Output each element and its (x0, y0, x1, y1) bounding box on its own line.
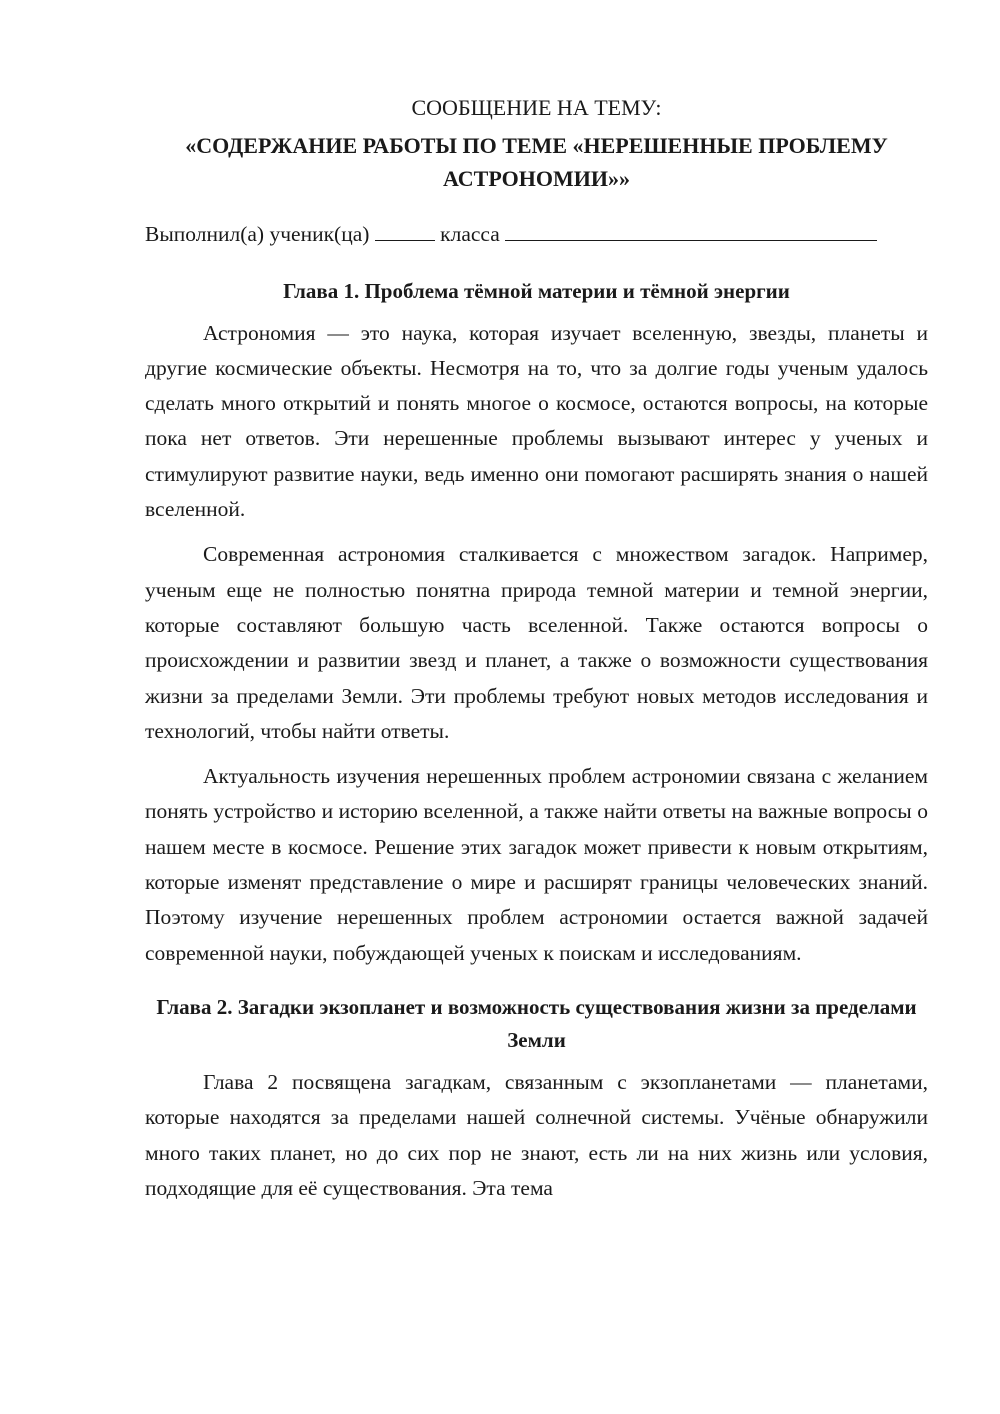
chapter-2-title: Глава 2. Загадки экзопланет и возможность существования жизни за пределами Земли (156, 994, 917, 1052)
chapter-1-title: Глава 1. Проблема тёмной материи и тёмной энергии (283, 278, 790, 303)
chapter-1-paragraph: Актуальность изучения нерешенных проблем астрономии связана с желанием понять устройство и историю вселенной, а также найти ответы на важные вопросы о нашем месте в космосе. Решение этих загадок может привести к новым открытиям, которые изменят представление о мире и расширят границы человеческих знаний. Поэтому изучение нерешенных проблем астрономии остается важной задачей современной науки, побуждающей ученых к поискам и исследованиям. (145, 764, 928, 965)
class-word: класса (440, 222, 500, 247)
student-name-blank (505, 218, 877, 241)
document-page (145, 90, 928, 1206)
header-line: СООБЩЕНИЕ НА ТЕМУ: (411, 95, 662, 120)
class-number-blank (375, 218, 435, 241)
chapter-1-paragraph: Астрономия — это наука, которая изучает вселенную, звезды, планеты и другие космические объекты. Несмотря на то, что за долгие годы ученым удалось сделать много открытий и понять многое о космосе, остаются вопросы, на которые пока нет ответов. Эти нерешенные проблемы вызывают интерес у ученых и стимулируют развитие науки, ведь именно они помогают расширять знания о нашей вселенной. (145, 320, 928, 522)
document-title: «СОДЕРЖАНИЕ РАБОТЫ ПО ТЕМЕ «НЕРЕШЕННЫЕ ПРОБЛЕМУ АСТРОНОМИИ»» (185, 133, 888, 192)
performer-line (145, 217, 928, 252)
chapter-2-paragraph: Глава 2 посвящена загадкам, связанным с экзопланетами — планетами, которые находятся за пределами нашей солнечной системы. Учёные обнаружили много таких планет, но до сих пор не знают, есть ли на них жизнь или условия, подходящие для её существования. Эта тема (145, 1069, 928, 1200)
performer-prefix: Выполнил(а) ученик(ца) (145, 222, 370, 247)
chapter-1-paragraph: Современная астрономия сталкивается с множеством загадок. Например, ученым еще не полностью понятна природа темной материи и темной энергии, которые составляют большую часть вселенной. Также остаются вопросы о происхождении и развитии звезд и планет, а также о возможности существования жизни за пределами Земли. Эти проблемы требуют новых методов исследования и технологий, чтобы найти ответы. (145, 542, 928, 743)
